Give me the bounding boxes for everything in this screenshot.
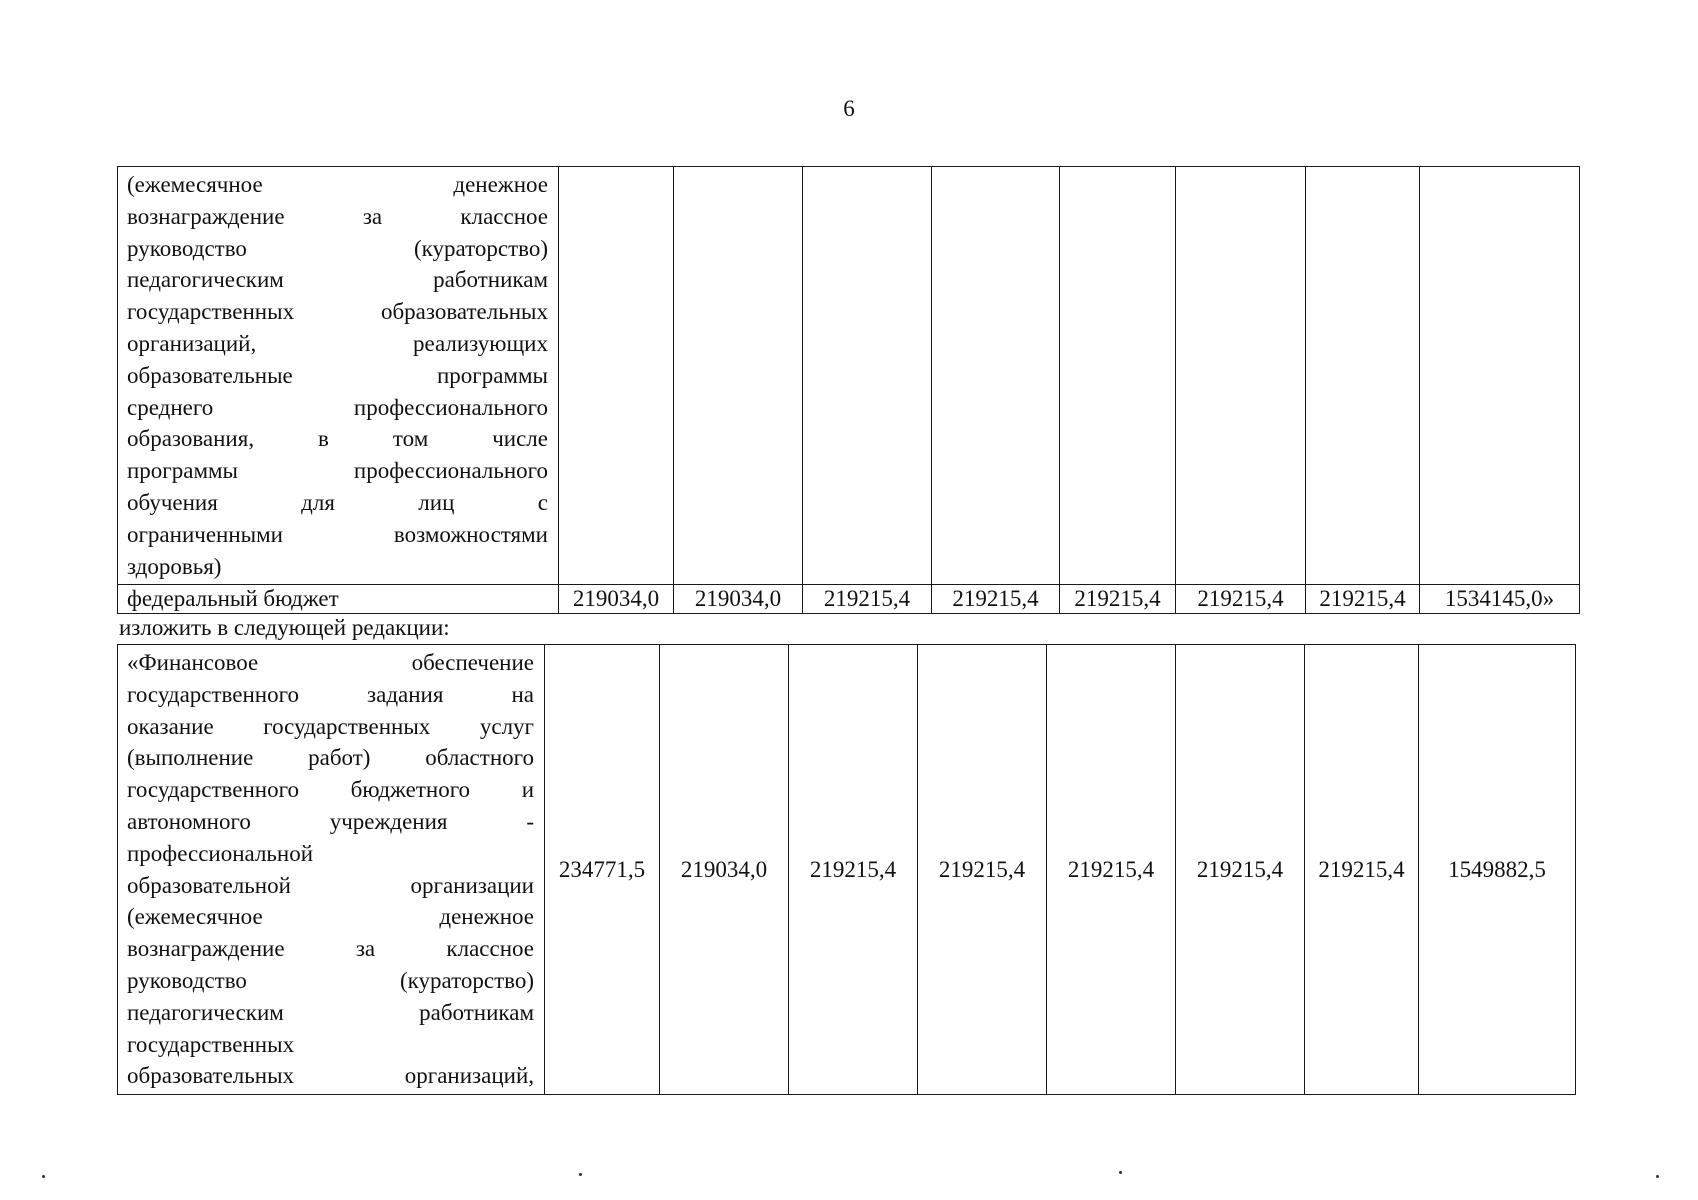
value-cell: 219215,4 [789,645,918,1095]
scan-dot [1119,1171,1122,1174]
value-cell: 1549882,5 [1419,645,1576,1095]
table-row [118,645,1576,1095]
empty-cell [1060,167,1176,585]
description-line: педагогическим работникам [127,267,548,293]
description-line: государственных образовательных [127,299,548,325]
value-cell: 1534145,0» [1420,585,1580,614]
value-cell: 219215,4 [1176,585,1306,614]
table-row [118,585,1580,614]
description-line: руководство (кураторство) [127,235,548,261]
empty-cell [803,167,932,585]
description-line: автономного учреждения - [127,808,534,834]
value-cell: 219034,0 [660,645,789,1095]
amendment-phrase: изложить в следующей редакции: [119,615,450,640]
description-line: вознаграждение за классное [127,203,548,229]
page-number: 6 [843,96,855,121]
value-cell: 219215,4 [918,645,1047,1095]
description-line: образовательные программы [127,362,548,388]
description-cell [118,167,559,585]
table-row [118,167,1580,585]
budget-label: федеральный бюджет [118,585,559,614]
description-line: государственного бюджетного и [127,777,534,803]
description-line: образовательных организаций, [127,1063,534,1089]
value-cell: 219215,4 [1176,645,1305,1095]
scan-dot [42,1175,45,1178]
description-line: оказание государственных услуг [127,713,534,739]
description-line: руководство (кураторство) [127,967,534,993]
description-line: (ежемесячное денежное [127,172,548,197]
description-line: государственных [127,1031,295,1057]
value-cell: 219215,4 [1306,585,1420,614]
empty-cell [932,167,1060,585]
budget-table-new [117,644,1576,1095]
description-cell [118,645,545,1095]
description-line: здоровья) [127,553,222,579]
value-cell: 219215,4 [1047,645,1176,1095]
description-line: программы профессионального [127,458,548,484]
description-line: образовательной организации [127,872,534,898]
scan-dot [579,1173,582,1176]
empty-cell [1176,167,1306,585]
value-cell: 219215,4 [803,585,932,614]
description-line: организаций, реализующих [127,330,548,356]
description-line: (выполнение работ) областного [127,745,534,771]
empty-cell [674,167,803,585]
description-line: вознаграждение за классное [127,936,534,962]
description-line: профессиональной [127,840,314,866]
empty-cell [1306,167,1420,585]
scan-dot [1656,1175,1659,1178]
value-cell: 219034,0 [559,585,674,614]
description-line: среднего профессионального [127,394,548,420]
value-cell: 219215,4 [932,585,1060,614]
value-cell: 234771,5 [545,645,660,1095]
description-line: ограниченными возможностями [127,521,548,547]
description-line: государственного задания на [127,681,534,707]
value-cell: 219034,0 [674,585,803,614]
budget-table-previous [117,166,1580,614]
description-line: образования, в том числе [127,426,548,452]
empty-cell [559,167,674,585]
description-line: обучения для лиц с [127,489,548,515]
description-line: педагогическим работникам [127,999,534,1025]
empty-cell [1420,167,1580,585]
value-cell: 219215,4 [1060,585,1176,614]
description-line: (ежемесячное денежное [127,904,534,930]
description-line: «Финансовое обеспечение [127,650,534,675]
value-cell: 219215,4 [1305,645,1419,1095]
